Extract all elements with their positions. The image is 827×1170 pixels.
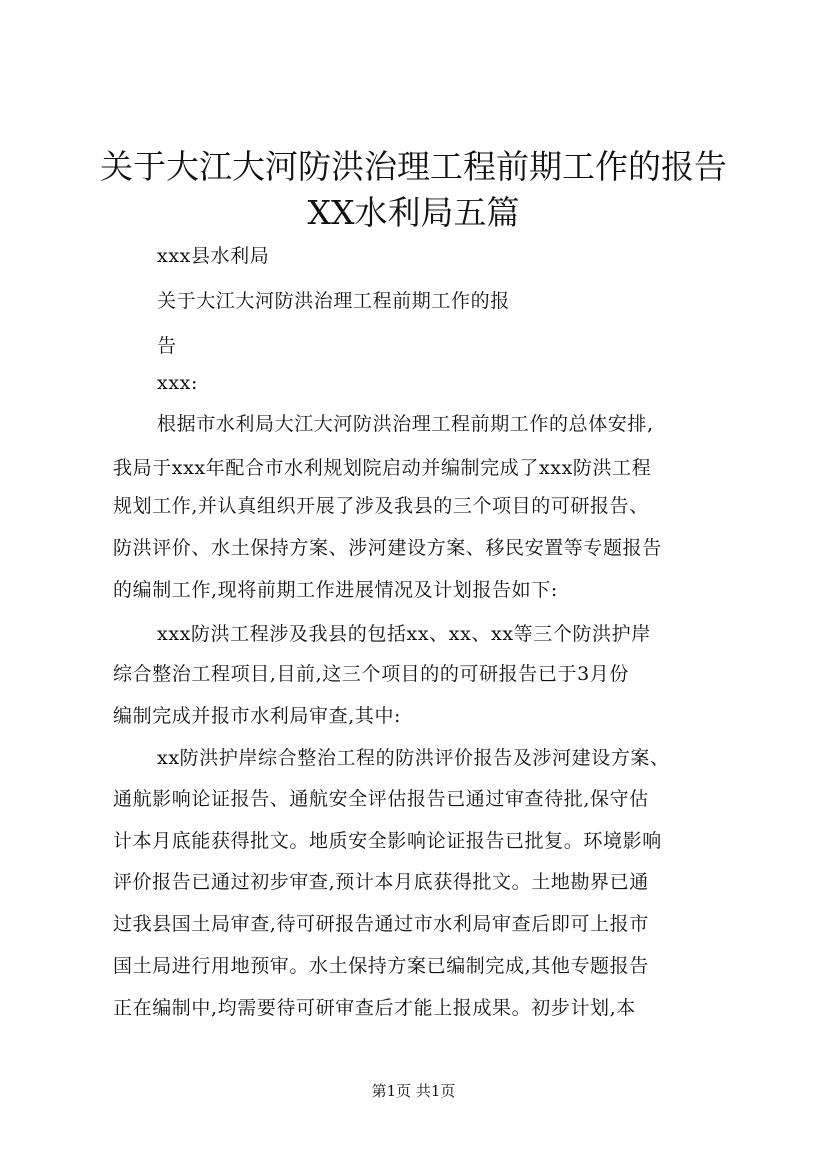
addressee-org: xxx县水利局: [157, 245, 270, 267]
paragraph-line: 的编制工作,现将前期工作进展情况及计划报告如下:: [113, 579, 558, 601]
paragraph-line: 计本月底能获得批文。地质安全影响论证报告已批复。环境影响: [113, 830, 662, 852]
report-heading-line-1: 关于大江大河防洪治理工程前期工作的报: [157, 290, 510, 312]
paragraph-line: 编制完成并报市水利局审查,其中:: [113, 705, 402, 727]
salutation: xxx:: [157, 372, 198, 394]
paragraph-line: 防洪评价、水土保持方案、涉河建设方案、移民安置等专题报告: [113, 537, 662, 559]
paragraph-line: xx防洪护岸综合整治工程的防洪评价报告及涉河建设方案、: [157, 747, 670, 769]
report-heading-line-2: 告: [157, 335, 177, 357]
paragraph-line: 正在编制中,均需要待可研审查后才能上报成果。初步计划,本: [113, 997, 636, 1019]
paragraph-line: 我局于xxx年配合市水利规划院启动并编制完成了xxx防洪工程: [113, 457, 652, 479]
paragraph-line: 国土局进行用地预审。水土保持方案已编制完成,其他专题报告: [113, 955, 649, 977]
paragraph-line: 评价报告已通过初步审查,预计本月底获得批文。土地勘界已通: [113, 871, 649, 893]
paragraph-line: 根据市水利局大江大河防洪治理工程前期工作的总体安排,: [157, 413, 654, 435]
paragraph-line: 规划工作,并认真组织开展了涉及我县的三个项目的可研报告、: [113, 495, 649, 517]
paragraph-line: 综合整治工程项目,目前,这三个项目的的可研报告已于3月份: [113, 663, 629, 685]
paragraph-line: 过我县国土局审查,待可研报告通过市水利局审查后即可上报市: [113, 913, 649, 935]
page-number-footer: 第1页 共1页: [371, 1082, 456, 1100]
paragraph-line: xxx防洪工程涉及我县的包括xx、xx、xx等三个防洪护岸: [157, 623, 651, 645]
paragraph-line: 通航影响论证报告、通航安全评估报告已通过审查待批,保守估: [113, 788, 649, 810]
document-title-line-1: 关于大江大河防洪治理工程前期工作的报告: [100, 147, 727, 186]
document-title-line-2: XX水利局五篇: [307, 193, 520, 232]
